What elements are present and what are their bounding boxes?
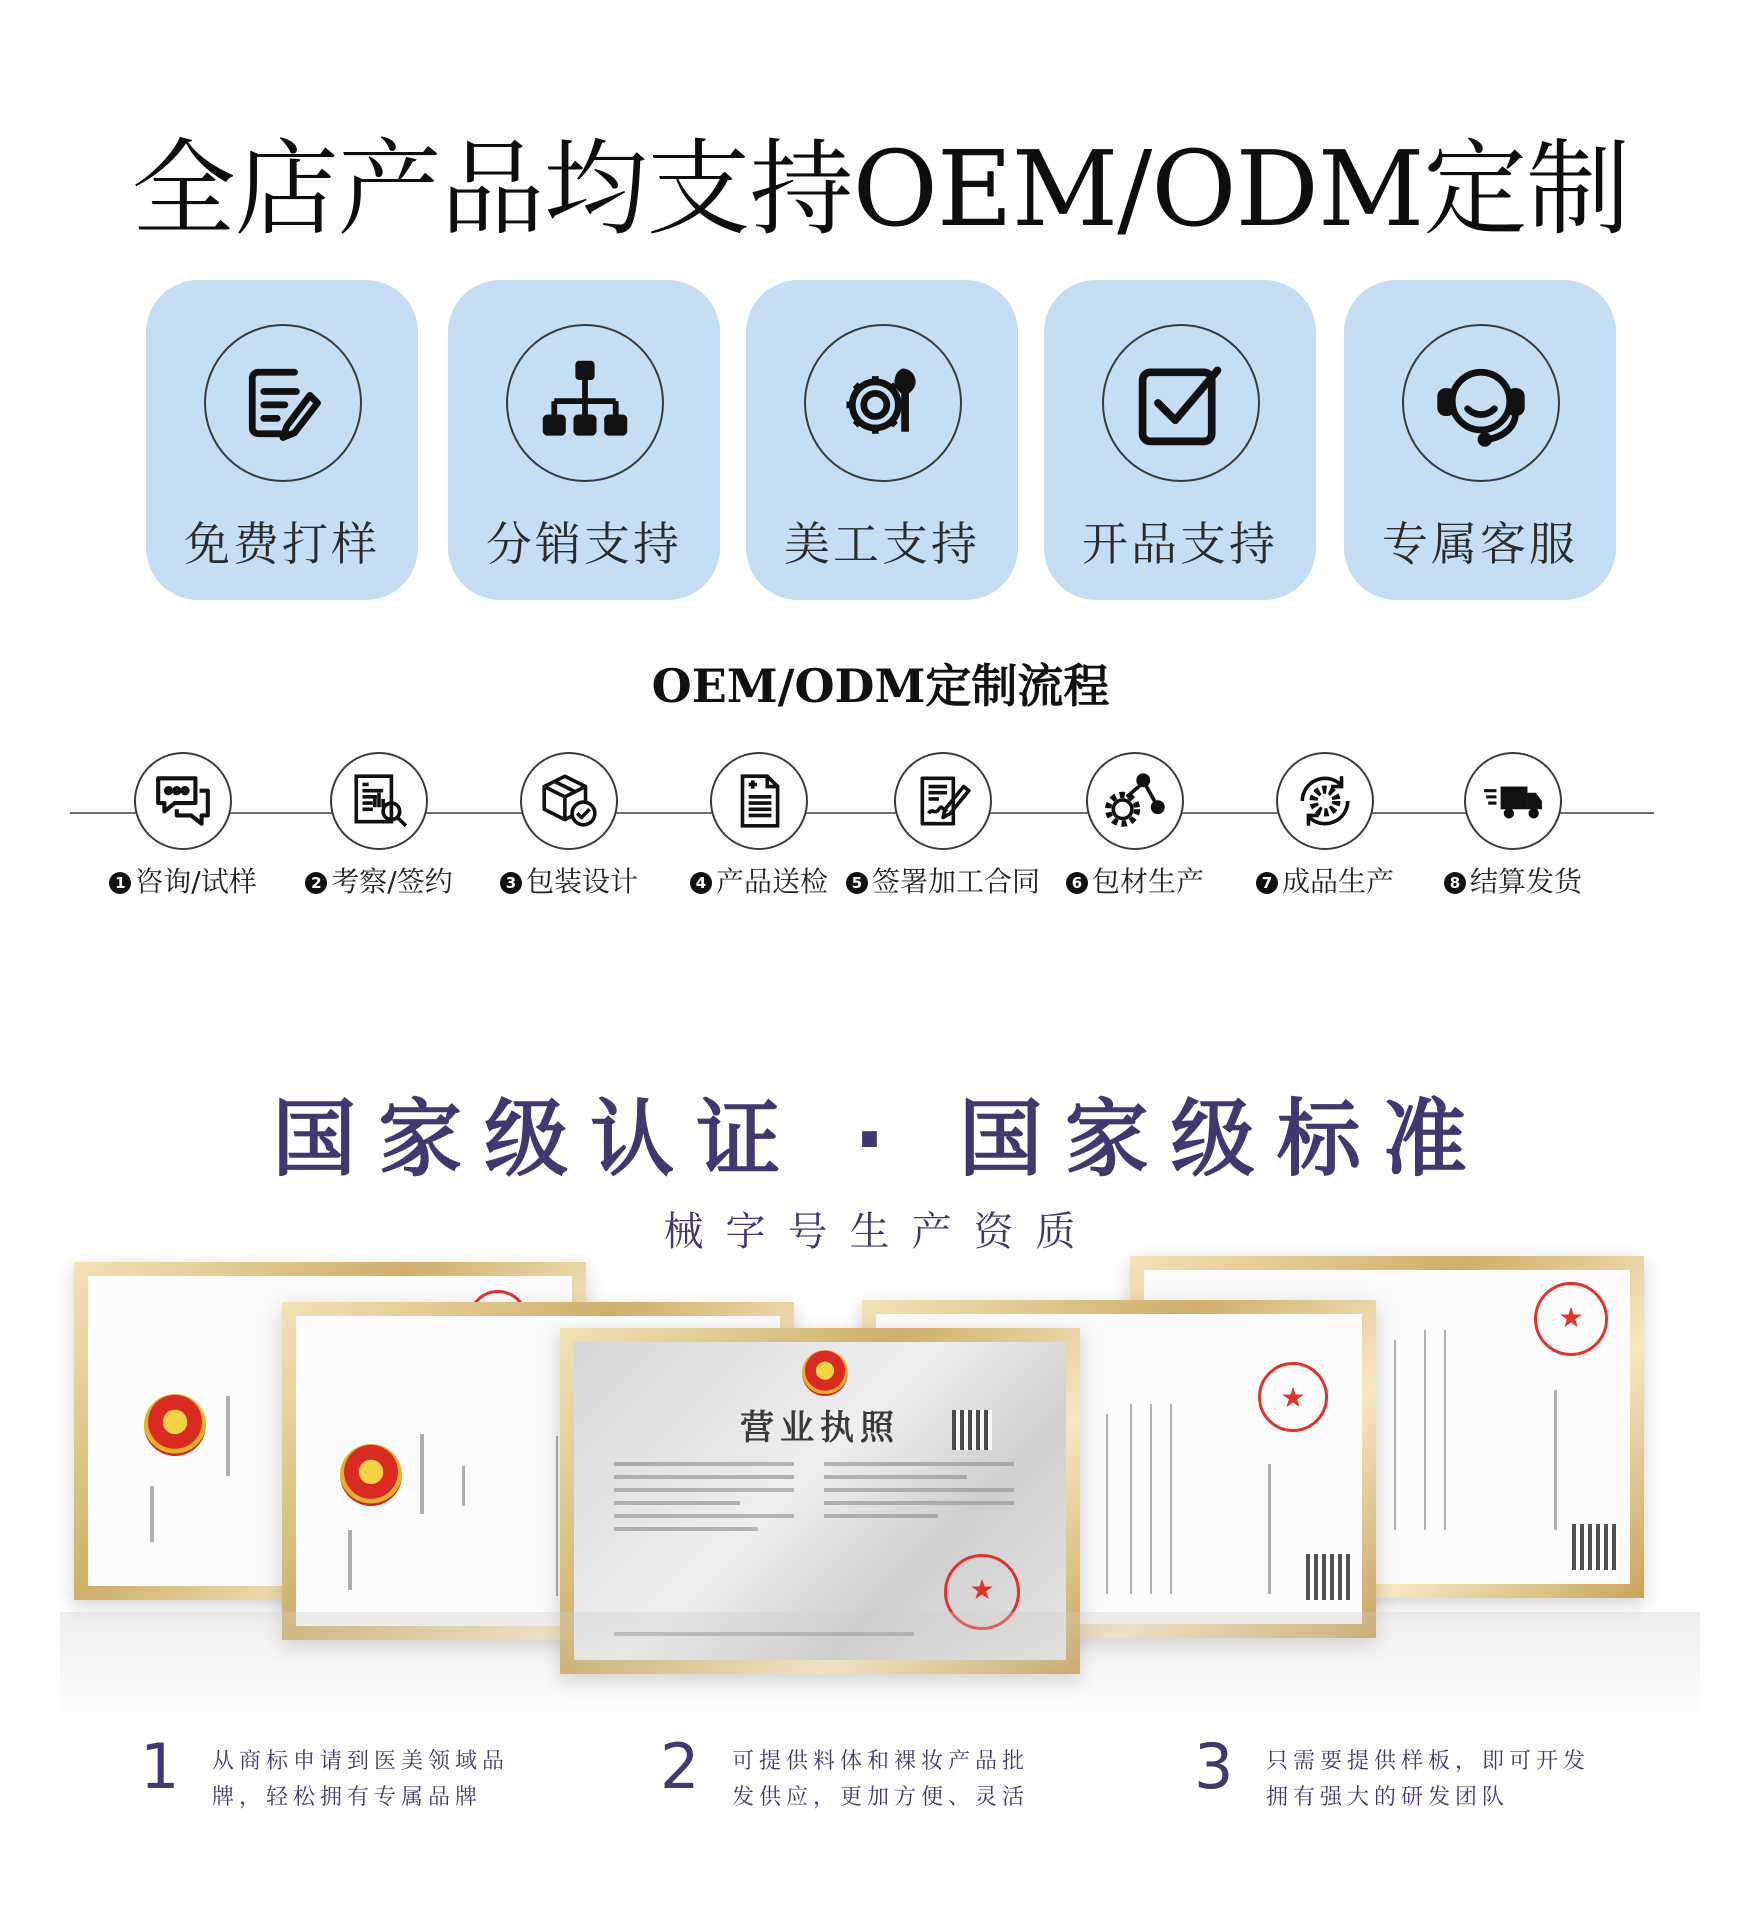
feature-line: 可提供料体和裸妆产品批 (732, 1749, 1030, 1774)
process-step (1050, 752, 1220, 898)
step-label: 包装设计 (525, 865, 638, 898)
process-step (851, 752, 1040, 898)
package-check-icon (520, 752, 618, 850)
service-card-product-dev[interactable] (1044, 280, 1316, 600)
step-number: 5 (846, 872, 868, 894)
service-label: 美工支持 (784, 517, 980, 571)
step-number: 2 (305, 872, 327, 894)
qr-code (1572, 1524, 1618, 1570)
headset-icon (1402, 324, 1560, 482)
frames-reflection (60, 1612, 1700, 1722)
service-cards (146, 280, 1626, 600)
feature-item (660, 1730, 1080, 1840)
service-card-distribution[interactable] (448, 280, 720, 600)
report-search-icon (330, 752, 428, 850)
feature-number: 3 (1194, 1730, 1234, 1803)
gear-wrench-icon (804, 324, 962, 482)
feature-number: 1 (140, 1730, 180, 1803)
edit-document-icon (204, 324, 362, 482)
step-label: 成品生产 (1281, 865, 1394, 898)
chat-bubble-icon (134, 752, 232, 850)
document-add-icon (710, 752, 808, 850)
step-number: 8 (1444, 872, 1466, 894)
red-seal (1534, 1282, 1608, 1356)
step-number: 4 (690, 872, 712, 894)
step-label: 签署加工合同 (871, 865, 1040, 898)
process-step (294, 752, 464, 898)
step-label: 结算发货 (1469, 865, 1582, 898)
process-title: OEM/ODM定制流程 (651, 659, 1110, 713)
national-emblem (802, 1350, 848, 1396)
step-label: 咨询/试样 (135, 865, 257, 898)
step-number: 1 (109, 872, 131, 894)
distribution-tree-icon (506, 324, 664, 482)
step-label: 包材生产 (1091, 865, 1204, 898)
red-seal (1258, 1362, 1328, 1432)
gear-cycle-icon (1276, 752, 1374, 850)
contract-sign-icon (894, 752, 992, 850)
process-step (484, 752, 654, 898)
service-card-free-sample[interactable] (146, 280, 418, 600)
process-step (1428, 752, 1598, 898)
qr-code (952, 1410, 992, 1450)
certification-title: 国家级认证 · 国家级标准 (272, 1090, 1489, 1188)
step-label: 产品送检 (715, 865, 828, 898)
process-step (98, 752, 268, 898)
page-title: 全店产品均支持OEM/ODM定制 (131, 128, 1630, 250)
feature-line: 从商标申请到医美领域品 (212, 1749, 510, 1774)
service-label: 开品支持 (1082, 517, 1278, 571)
feature-number: 2 (660, 1730, 700, 1803)
certification-subtitle: 械字号生产资质 (663, 1209, 1098, 1255)
checkbox-icon (1102, 324, 1260, 482)
service-label: 专属客服 (1382, 517, 1578, 571)
step-number: 7 (1256, 872, 1278, 894)
feature-item (140, 1730, 560, 1840)
national-emblem (144, 1394, 206, 1456)
feature-line: 只需要提供样板，即可开发 (1266, 1749, 1591, 1774)
feature-item (1194, 1730, 1654, 1840)
service-label: 免费打样 (184, 517, 380, 571)
feature-line: 拥有强大的研发团队 (1266, 1785, 1510, 1810)
feature-line: 发供应，更加方便、灵活 (732, 1785, 1030, 1810)
process-step (1240, 752, 1410, 898)
national-emblem (340, 1444, 402, 1506)
delivery-truck-icon (1464, 752, 1562, 850)
service-card-customer-service[interactable] (1344, 280, 1616, 600)
service-label: 分销支持 (486, 517, 682, 571)
license-title: 营业执照 (740, 1408, 900, 1448)
feature-line: 牌，轻松拥有专属品牌 (212, 1785, 483, 1810)
step-label: 考察/签约 (331, 865, 453, 898)
step-number: 6 (1066, 872, 1088, 894)
service-card-art-design[interactable] (746, 280, 1018, 600)
process-step (674, 752, 844, 898)
step-number: 3 (500, 872, 522, 894)
qr-code (1306, 1554, 1352, 1600)
gear-network-icon (1086, 752, 1184, 850)
